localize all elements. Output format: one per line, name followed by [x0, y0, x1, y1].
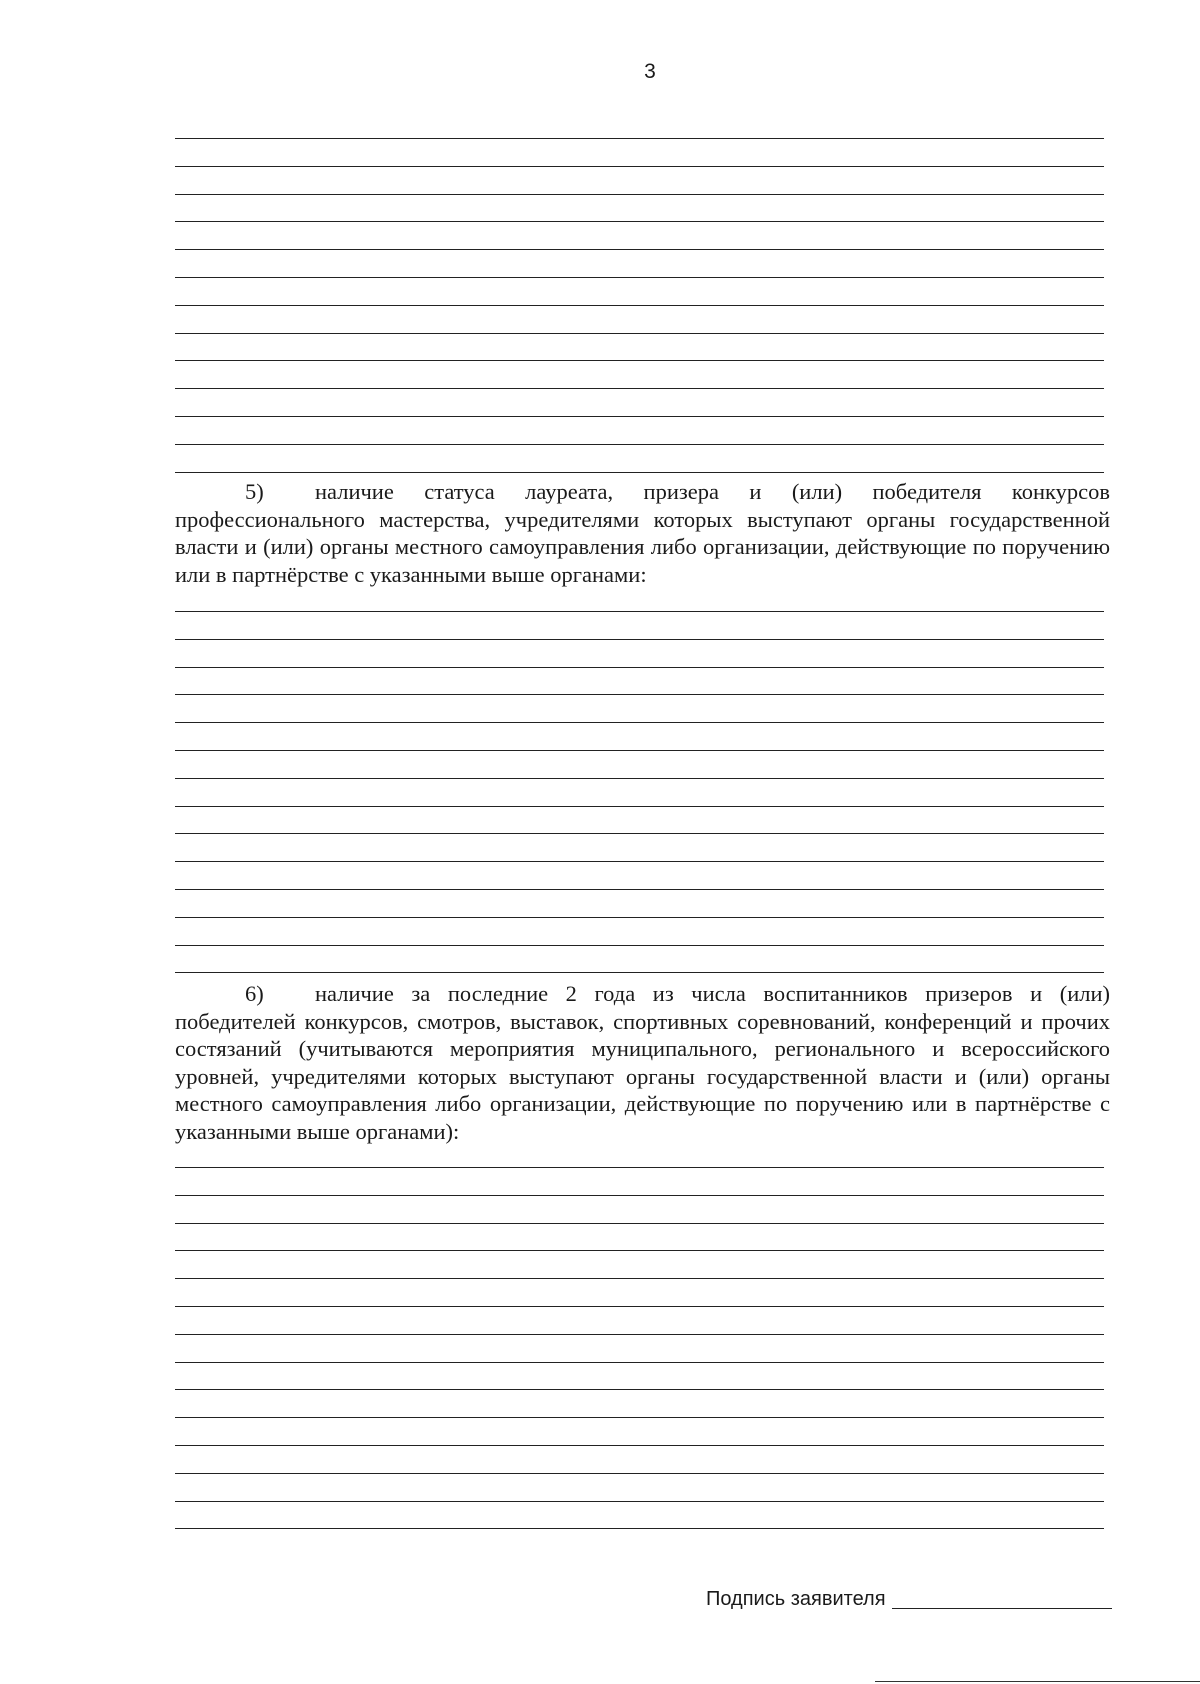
- blank-line[interactable]: [175, 388, 1104, 389]
- blank-line[interactable]: [175, 833, 1104, 834]
- blank-line[interactable]: [175, 1473, 1104, 1474]
- blank-line[interactable]: [175, 694, 1104, 695]
- footer-edge-line: [875, 1681, 1200, 1682]
- blank-line[interactable]: [175, 416, 1104, 417]
- blank-line[interactable]: [175, 1250, 1104, 1251]
- blank-line[interactable]: [175, 1306, 1104, 1307]
- blank-line[interactable]: [175, 1501, 1104, 1502]
- blank-line[interactable]: [175, 1362, 1104, 1363]
- blank-line[interactable]: [175, 166, 1104, 167]
- blank-line[interactable]: [175, 1195, 1104, 1196]
- blank-line[interactable]: [175, 1417, 1104, 1418]
- signature-blank-line[interactable]: [892, 1608, 1112, 1609]
- blank-line[interactable]: [175, 333, 1104, 334]
- blank-line[interactable]: [175, 360, 1104, 361]
- blank-line[interactable]: [175, 861, 1104, 862]
- blank-line[interactable]: [175, 611, 1104, 612]
- blank-line[interactable]: [175, 1334, 1104, 1335]
- blank-line[interactable]: [175, 917, 1104, 918]
- paragraph-6: [175, 980, 1110, 1145]
- blank-line[interactable]: [175, 277, 1104, 278]
- blank-line[interactable]: [175, 722, 1104, 723]
- blank-line[interactable]: [175, 472, 1104, 473]
- blank-line[interactable]: [175, 1389, 1104, 1390]
- blank-line[interactable]: [175, 1223, 1104, 1224]
- blank-line[interactable]: [175, 1445, 1104, 1446]
- signature-field[interactable]: [706, 1588, 1112, 1611]
- blank-line[interactable]: [175, 1167, 1104, 1168]
- signature-label: Подпись заявителя: [706, 1588, 886, 1610]
- blank-line[interactable]: [175, 1278, 1104, 1279]
- blank-line[interactable]: [175, 1528, 1104, 1529]
- paragraph-5-number: 5): [245, 479, 264, 504]
- blank-line[interactable]: [175, 778, 1104, 779]
- paragraph-5: [175, 478, 1110, 588]
- blank-line[interactable]: [175, 249, 1104, 250]
- paragraph-6-text: наличие за последние 2 года из числа воспитанников призеров и (или) победителей конкурсов, смотров, выставок, спортивных соревнований, конференций и прочих состязаний (учитываются мероприятия муниципального, регионального и всероссийского уровней, учредителями которых выступают органы государственной власти и (или) органы местного самоуправления либо организации, действующие по поручению или в партнёрстве с указанными выше органами):: [175, 981, 1110, 1144]
- blank-line[interactable]: [175, 444, 1104, 445]
- blank-line[interactable]: [175, 221, 1104, 222]
- paragraph-6-number: 6): [245, 981, 264, 1006]
- blank-line[interactable]: [175, 889, 1104, 890]
- blank-line[interactable]: [175, 194, 1104, 195]
- blank-line[interactable]: [175, 138, 1104, 139]
- blank-line[interactable]: [175, 806, 1104, 807]
- blank-line[interactable]: [175, 945, 1104, 946]
- blank-line[interactable]: [175, 305, 1104, 306]
- blank-line[interactable]: [175, 667, 1104, 668]
- page-number: 3: [644, 60, 656, 83]
- blank-line[interactable]: [175, 972, 1104, 973]
- blank-line[interactable]: [175, 750, 1104, 751]
- blank-line[interactable]: [175, 639, 1104, 640]
- paragraph-5-text: наличие статуса лауреата, призера и (или) победителя конкурсов профессионального мастерства, учредителями которых выступают органы государственной власти и (или) органы местного самоуправления либо организации, действующие по поручению или в партнёрстве с указанными выше органами:: [175, 479, 1110, 587]
